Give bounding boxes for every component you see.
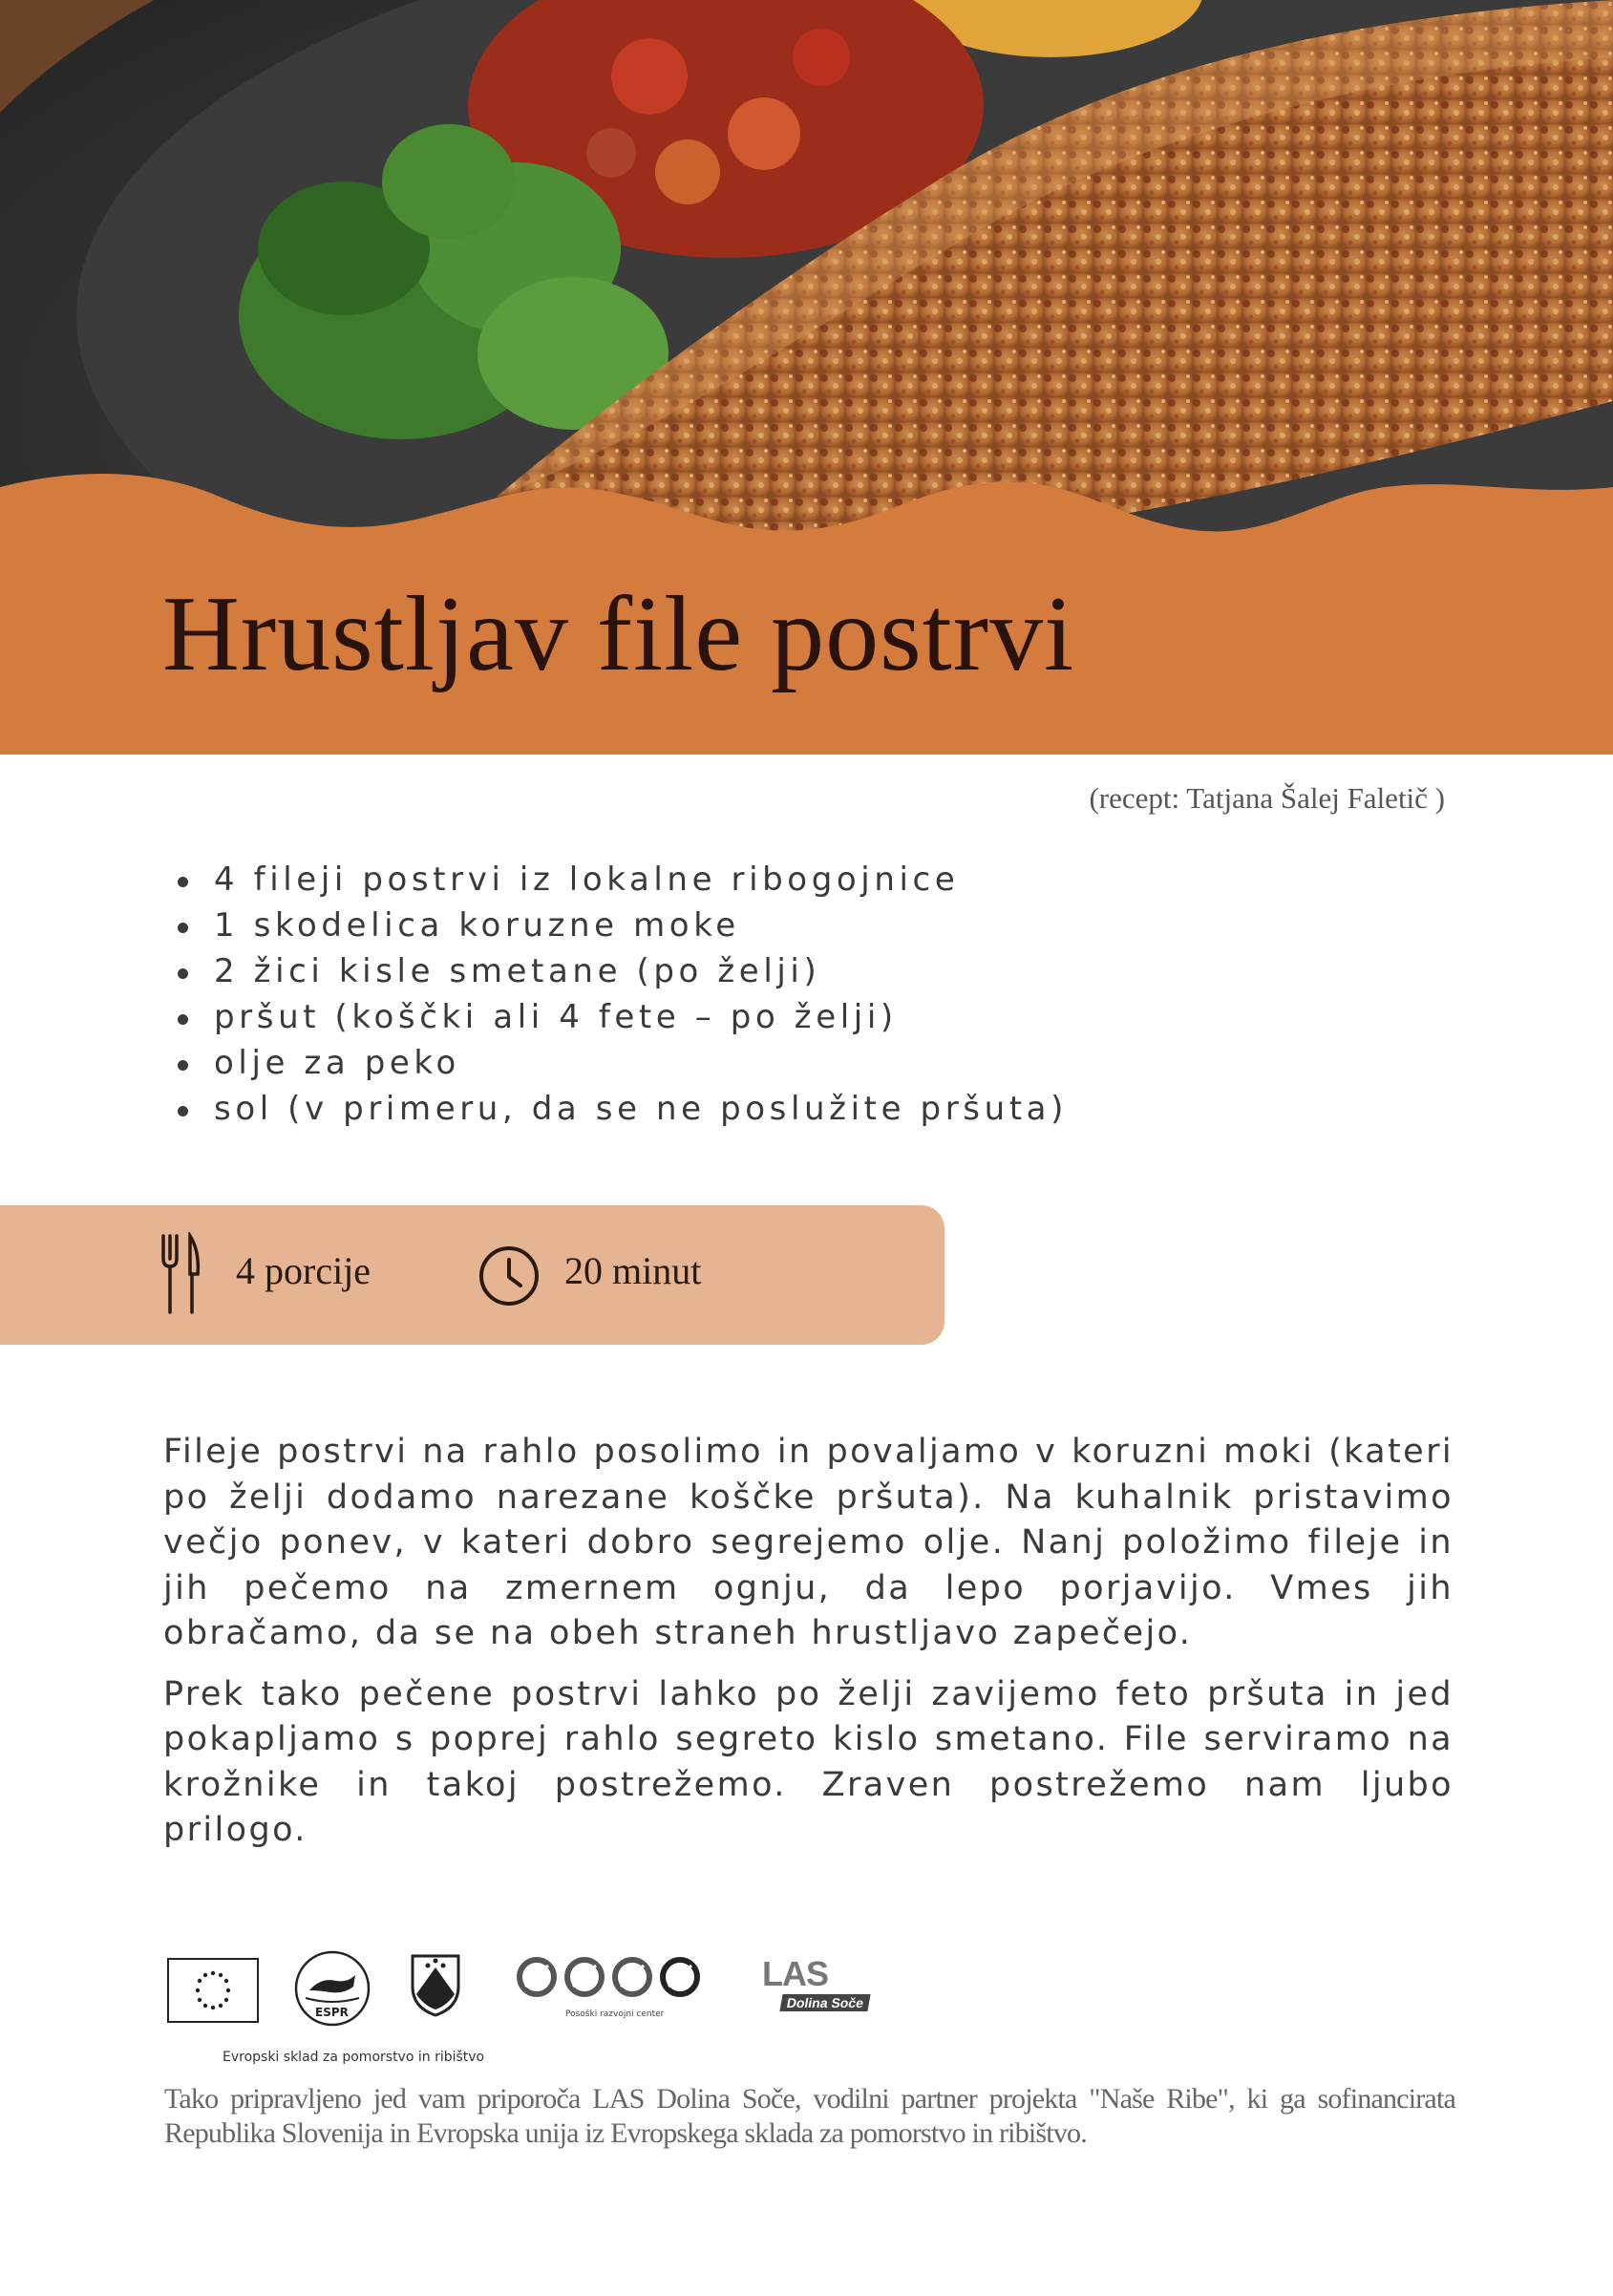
ingredient-item: 2 žici kisle smetane (po želji) bbox=[176, 948, 1068, 994]
recipe-credit: (recept: Tatjana Šalej Faletič ) bbox=[1089, 781, 1445, 815]
las-logo-text: LAS bbox=[762, 1954, 828, 1993]
ingredient-item: sol (v primeru, da se ne poslužite pršuta) bbox=[176, 1086, 1068, 1132]
ingredient-item: olje za peko bbox=[176, 1040, 1068, 1086]
ingredients-list bbox=[176, 857, 1068, 1132]
time-label: 20 minut bbox=[564, 1249, 702, 1292]
eu-flag-logo bbox=[167, 1958, 259, 2023]
info-bar bbox=[0, 1205, 944, 1345]
method-section bbox=[163, 1430, 1454, 1869]
prc-caption: Posoški razvojni center bbox=[565, 2009, 665, 2019]
ingredient-item: 1 skodelica koruzne moke bbox=[176, 903, 1068, 948]
clock-icon bbox=[478, 1245, 540, 1307]
fund-caption: Evropski sklad za pomorstvo in ribištvo bbox=[223, 2050, 485, 2065]
fork-knife-icon bbox=[159, 1232, 202, 1318]
espr-text: ESPR bbox=[315, 2006, 349, 2019]
servings-label: 4 porcije bbox=[236, 1249, 371, 1292]
slovenia-coat-of-arms-logo bbox=[409, 1952, 462, 2019]
ingredient-item: 4 fileji postrvi iz lokalne ribogojnice bbox=[176, 857, 1068, 903]
method-paragraph: Prek tako pečene postrvi lahko po želji zavijemo feto pršuta in jed pokapljamo s poprej rahlo segreto kislo smetano. File serviramo na krožnike in takoj postrežemo. Zraven postrežemo nam ljubo prilogo. bbox=[163, 1674, 1454, 1849]
las-logo-subtitle: Dolina Soče bbox=[779, 1994, 870, 2011]
prc-logo bbox=[516, 1952, 707, 2009]
sponsor-disclaimer: Tako pripravljeno jed vam priporoča LAS Dolina Soče, vodilni partner projekta "Naše Ribe", ki ga sofinancirata Republika Slovenija in Evropska unija iz Evropskega sklada za pomorstvo in ribištvo. bbox=[164, 2083, 1455, 2149]
method-paragraph: Fileje postrvi na rahlo posolimo in povaljamo v koruzni moki (kateri po želji dodamo narezane koščke pršuta). Na kuhalnik pristavimo večjo ponev, v kateri dobro segrejemo olje. Nanj položimo fileje in jih pečemo na zmernem ognju, da lepo porjavijo. Vmes jih obračamo, da se na obeh straneh hrustljavo zapečejo. bbox=[163, 1433, 1454, 1652]
sponsor-logos bbox=[164, 1948, 890, 2063]
recipe-title: Hrustljav file postrvi bbox=[162, 575, 1075, 693]
ingredient-item: pršut (koščki ali 4 fete – po želji) bbox=[176, 994, 1068, 1040]
